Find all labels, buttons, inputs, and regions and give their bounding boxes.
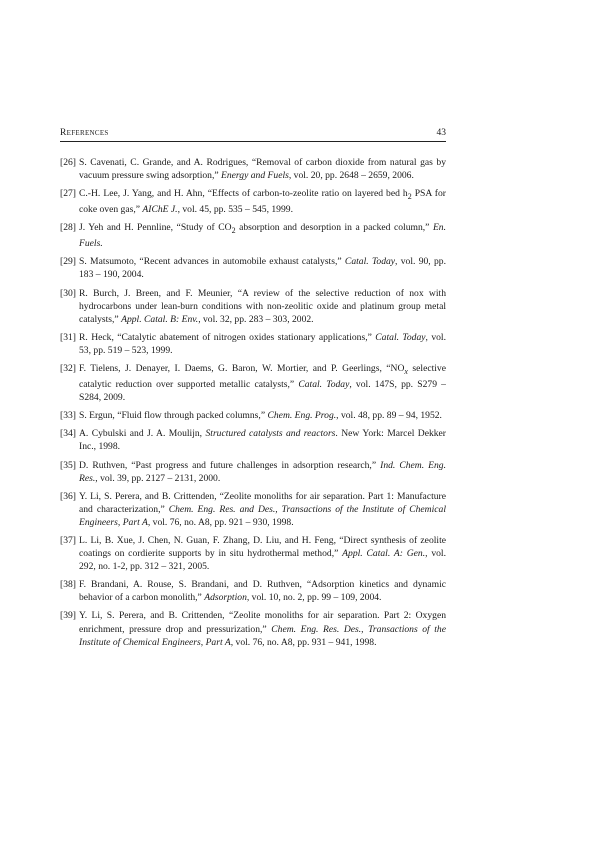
running-header bbox=[60, 128, 446, 142]
reference-text: F. Tielens, J. Denayer, I. Daems, G. Baron, W. Mortier, and P. Geerlings, “$NO_x$ selective catalytic reduction over supported metallic catalysts,” Catal. Today, vol. 147S, pp. S279 – S284, 2009. bbox=[79, 363, 446, 404]
reference-item bbox=[60, 331, 446, 357]
reference-number: [31] bbox=[60, 331, 76, 343]
reference-item bbox=[60, 187, 446, 216]
reference-number: [28] bbox=[60, 222, 76, 234]
reference-number: [35] bbox=[60, 459, 76, 471]
section-title: References bbox=[60, 128, 109, 138]
reference-text: Y. Li, S. Perera, and B. Crittenden, “Zeolite monoliths for air separation. Part 1: Manufacture and characterization,” Chem. Eng. Res. and Des., Transactions of the Institute of Chemical Engineers, Part A, vol. 76, no. A8, pp. 921 – 930, 1998. bbox=[79, 490, 446, 528]
reference-item bbox=[60, 534, 446, 573]
reference-list bbox=[60, 156, 446, 654]
reference-text: L. Li, B. Xue, J. Chen, N. Guan, F. Zhang, D. Liu, and H. Feng, “Direct synthesis of zeolite coatings on cordierite supports by in situ hydrothermal method,” Appl. Catal. A: Gen., vol. 292, no. 1-2, pp. 312 – 321, 2005. bbox=[79, 534, 446, 573]
reference-item bbox=[60, 490, 446, 529]
reference-item bbox=[60, 287, 446, 326]
reference-text: Y. Li, S. Perera, and B. Crittenden, “Zeolite monoliths for air separation. Part 2: Oxygen enrichment, pressure drop and pressurization,” Chem. Eng. Res. Des., Transactions of the Institute of Chemical Engineers, Part A, vol. 76, no. A8, pp. 931 – 941, 1998. bbox=[79, 610, 446, 648]
reference-item bbox=[60, 362, 446, 404]
reference-text: S. Matsumoto, “Recent advances in automobile exhaust catalysts,” Catal. Today, vol. 90, pp. 183 – 190, 2004. bbox=[79, 256, 446, 281]
reference-number: [33] bbox=[60, 410, 76, 422]
reference-item bbox=[60, 427, 446, 453]
reference-text: R. Burch, J. Breen, and F. Meunier, “A review of the selective reduction of nox with hydrocarbons under lean-burn conditions with non-zeolitic oxide and platinum group metal catalysts,” Appl. Catal. B: Env., vol. 32, pp. 283 – 303, 2002. bbox=[79, 287, 446, 325]
reference-text: A. Cybulski and J. A. Moulijn, Structured catalysts and reactors. New York: Marcel Dekker Inc., 1998. bbox=[79, 428, 446, 453]
reference-text: S. Cavenati, C. Grande, and A. Rodrigues, “Removal of carbon dioxide from natural gas by vacuum pressure swing adsorption,” Energy and Fuels, vol. 20, pp. 2648 – 2659, 2006. bbox=[79, 157, 446, 182]
reference-item bbox=[60, 459, 446, 485]
reference-number: [32] bbox=[60, 363, 76, 375]
reference-item bbox=[60, 578, 446, 604]
reference-number: [26] bbox=[60, 157, 76, 168]
reference-text: J. Yeh and H. Pennline, “Study of $CO_2$ absorption and desorption in a packed column,” En. Fuels. bbox=[79, 222, 446, 250]
reference-number: [34] bbox=[60, 428, 76, 440]
reference-number: [30] bbox=[60, 287, 76, 299]
reference-text: C.-H. Lee, J. Yang, and H. Ahn, “Effects of carbon-to-zeolite ratio on layered bed $h_2$ PSA for coke oven gas,” AIChE J., vol. 45, pp. 535 – 545, 1999. bbox=[79, 188, 446, 216]
reference-number: [29] bbox=[60, 256, 76, 268]
reference-number: [37] bbox=[60, 534, 76, 546]
reference-item bbox=[60, 409, 446, 422]
reference-text: R. Heck, “Catalytic abatement of nitrogen oxides stationary applications,” Catal. Today, vol. 53, pp. 519 – 523, 1999. bbox=[79, 331, 446, 356]
reference-item bbox=[60, 221, 446, 250]
reference-number: [39] bbox=[60, 610, 76, 622]
page-number: 43 bbox=[436, 128, 446, 138]
reference-text: F. Brandani, A. Rouse, S. Brandani, and D. Ruthven, “Adsorption kinetics and dynamic behavior of a carbon monolith,” Adsorption, vol. 10, no. 2, pp. 99 – 109, 2004. bbox=[79, 579, 446, 604]
reference-number: [38] bbox=[60, 579, 76, 591]
reference-text: S. Ergun, “Fluid flow through packed columns,” Chem. Eng. Prog., vol. 48, pp. 89 – 94, 1952. bbox=[79, 410, 442, 422]
reference-item bbox=[60, 255, 446, 281]
reference-item bbox=[60, 609, 446, 648]
reference-number: [27] bbox=[60, 188, 76, 200]
reference-text: D. Ruthven, “Past progress and future challenges in adsorption research,” Ind. Chem. Eng. Res., vol. 39, pp. 2127 – 2131, 2000. bbox=[79, 459, 447, 484]
reference-number: [36] bbox=[60, 490, 76, 502]
reference-item bbox=[60, 156, 446, 182]
